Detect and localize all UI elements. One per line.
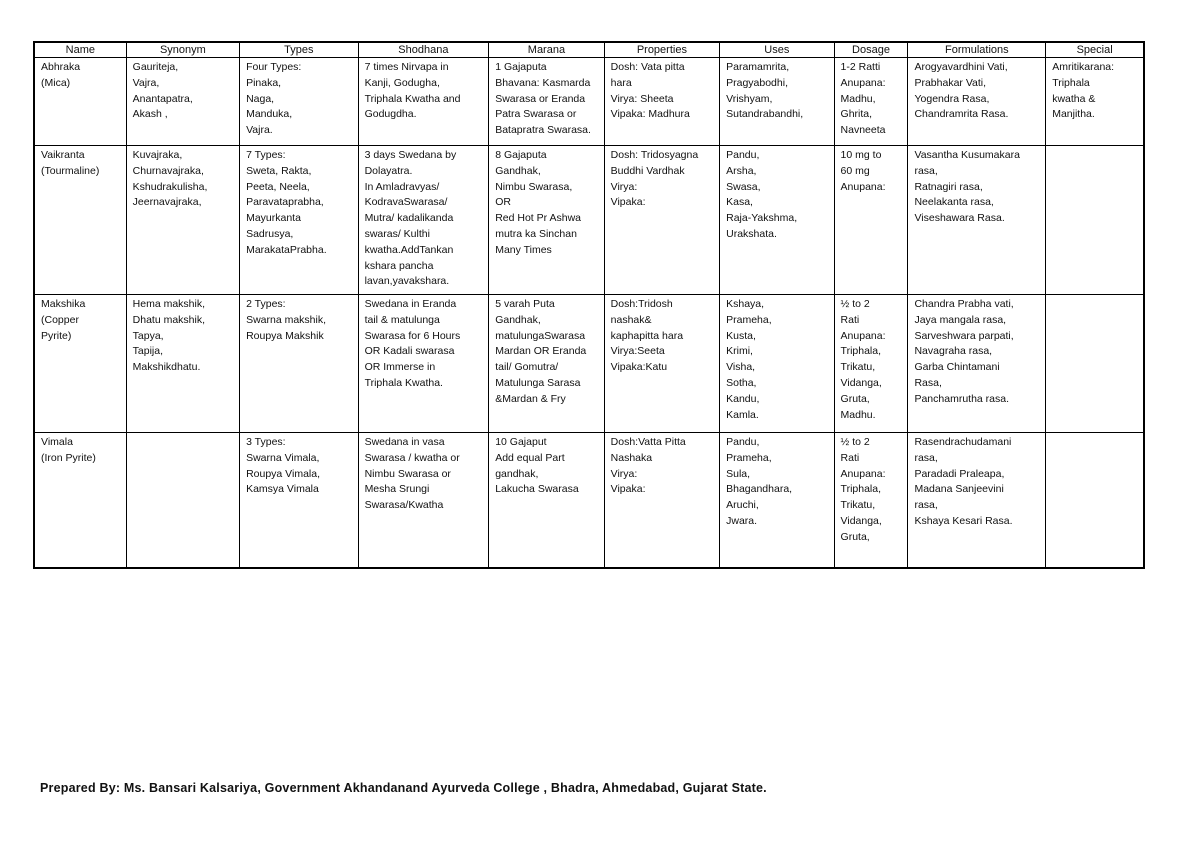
header-row: [34, 42, 1144, 58]
cell-shodhana: Swedana in Eranda tail & matulunga Swarasa for 6 Hours OR Kadali swarasa OR Immerse in Triphala Kwatha.: [358, 295, 489, 433]
table-row: [34, 58, 1144, 146]
cell-uses: Pandu, Prameha, Sula, Bhagandhara, Aruchi, Jwara.: [720, 433, 834, 569]
header-shodhana: Shodhana: [358, 42, 489, 58]
header-uses: Uses: [720, 42, 834, 58]
cell-properties: Dosh:Vatta Pitta Nashaka Virya: Vipaka:: [604, 433, 719, 569]
cell-dosage: ½ to 2 Rati Anupana: Triphala, Trikatu, Vidanga, Gruta,: [834, 433, 908, 569]
header-types: Types: [240, 42, 358, 58]
cell-shodhana: 7 times Nirvapa in Kanji, Godugha, Triphala Kwatha and Godugdha.: [358, 58, 489, 146]
cell-properties: Dosh: Tridosyagna Buddhi Vardhak Virya: Vipaka:: [604, 146, 719, 295]
cell-special: [1046, 433, 1144, 569]
header-synonym: Synonym: [126, 42, 239, 58]
cell-name: Vaikranta (Tourmaline): [34, 146, 126, 295]
cell-name: Abhraka (Mica): [34, 58, 126, 146]
cell-dosage: 1-2 Ratti Anupana: Madhu, Ghrita, Navneeta: [834, 58, 908, 146]
table-row: [34, 295, 1144, 433]
cell-name: Vimala (Iron Pyrite): [34, 433, 126, 569]
header-special: Special: [1046, 42, 1144, 58]
cell-formulations: Chandra Prabha vati, Jaya mangala rasa, Sarveshwara parpati, Navagraha rasa, Garba Chintamani Rasa, Panchamrutha rasa.: [908, 295, 1046, 433]
cell-shodhana: 3 days Swedana by Dolayatra. In Amladravyas/ KodravaSwarasa/ Mutra/ kadalikanda swaras/ Kulthi kwatha.AddTankan kshara pancha lavan,yavakshara.: [358, 146, 489, 295]
cell-marana: 10 Gajaput Add equal Part gandhak, Lakucha Swarasa: [489, 433, 604, 569]
header-formulations: Formulations: [908, 42, 1046, 58]
cell-synonym: Hema makshik, Dhatu makshik, Tapya, Tapija, Makshikdhatu.: [126, 295, 239, 433]
header-name: Name: [34, 42, 126, 58]
rasa-shastra-table: [33, 41, 1145, 569]
header-properties: Properties: [604, 42, 719, 58]
cell-marana: 5 varah Puta Gandhak, matulungaSwarasa Mardan OR Eranda tail/ Gomutra/ Matulunga Sarasa &Mardan & Fry: [489, 295, 604, 433]
cell-uses: Kshaya, Prameha, Kusta, Krimi, Visha, Sotha, Kandu, Kamla.: [720, 295, 834, 433]
cell-uses: Pandu, Arsha, Swasa, Kasa, Raja-Yakshma, Urakshata.: [720, 146, 834, 295]
cell-properties: Dosh: Vata pitta hara Virya: Sheeta Vipaka: Madhura: [604, 58, 719, 146]
cell-types: Four Types: Pinaka, Naga, Manduka, Vajra.: [240, 58, 358, 146]
cell-formulations: Arogyavardhini Vati, Prabhakar Vati, Yogendra Rasa, Chandramrita Rasa.: [908, 58, 1046, 146]
cell-marana: 1 Gajaputa Bhavana: Kasmarda Swarasa or Eranda Patra Swarasa or Batapratra Swarasa.: [489, 58, 604, 146]
cell-synonym: Kuvajraka, Churnavajraka, Kshudrakulisha, Jeernavajraka,: [126, 146, 239, 295]
cell-formulations: Rasendrachudamani rasa, Paradadi Praleapa, Madana Sanjeevini rasa, Kshaya Kesari Rasa.: [908, 433, 1046, 569]
cell-formulations: Vasantha Kusumakara rasa, Ratnagiri rasa, Neelakanta rasa, Viseshawara Rasa.: [908, 146, 1046, 295]
cell-types: 2 Types: Swarna makshik, Roupya Makshik: [240, 295, 358, 433]
cell-shodhana: Swedana in vasa Swarasa / kwatha or Nimbu Swarasa or Mesha Srungi Swarasa/Kwatha: [358, 433, 489, 569]
cell-special: Amritikarana: Triphala kwatha & Manjitha.: [1046, 58, 1144, 146]
table-row: [34, 433, 1144, 569]
cell-name: Makshika (Copper Pyrite): [34, 295, 126, 433]
cell-special: [1046, 146, 1144, 295]
cell-special: [1046, 295, 1144, 433]
cell-dosage: ½ to 2 Rati Anupana: Triphala, Trikatu, Vidanga, Gruta, Madhu.: [834, 295, 908, 433]
header-dosage: Dosage: [834, 42, 908, 58]
cell-uses: Paramamrita, Pragyabodhi, Vrishyam, Sutandrabandhi,: [720, 58, 834, 146]
cell-synonym: Gauriteja, Vajra, Anantapatra, Akash ,: [126, 58, 239, 146]
prepared-by-footer: Prepared By: Ms. Bansari Kalsariya, Government Akhandanand Ayurveda College , Bhadra, Ahmedabad, Gujarat State.: [40, 781, 767, 795]
cell-marana: 8 Gajaputa Gandhak, Nimbu Swarasa, OR Red Hot Pr Ashwa mutra ka Sinchan Many Times: [489, 146, 604, 295]
cell-types: 3 Types: Swarna Vimala, Roupya Vimala, Kamsya Vimala: [240, 433, 358, 569]
cell-types: 7 Types: Sweta, Rakta, Peeta, Neela, Paravataprabha, Mayurkanta Sadrusya, MarakataPrabha.: [240, 146, 358, 295]
table-row: [34, 146, 1144, 295]
header-marana: Marana: [489, 42, 604, 58]
cell-dosage: 10 mg to 60 mg Anupana:: [834, 146, 908, 295]
cell-synonym: [126, 433, 239, 569]
cell-properties: Dosh:Tridosh nashak& kaphapitta hara Virya:Seeta Vipaka:Katu: [604, 295, 719, 433]
